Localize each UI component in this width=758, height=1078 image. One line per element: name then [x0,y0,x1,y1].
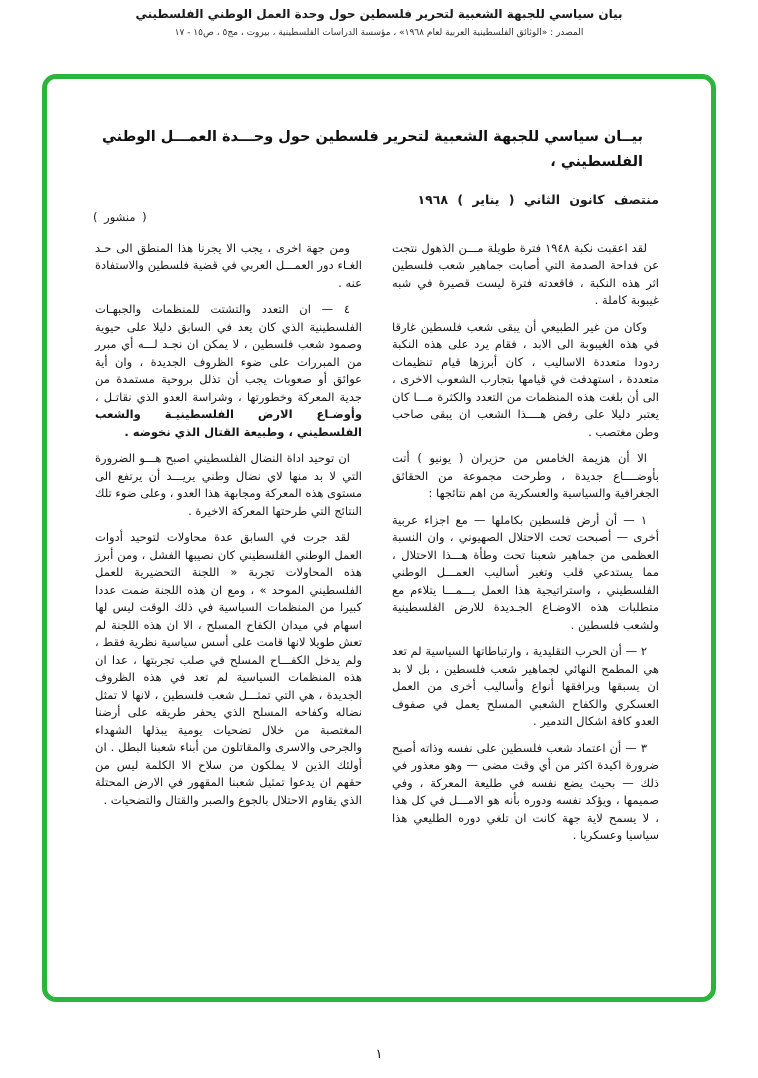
meta-row [93,192,659,224]
text-columns [93,240,659,854]
paragraph-left-4: لقد جرت في السابق عدة محاولات لتوحيد أدوات العمل الوطني الفلسطيني كان نصيبها الفشل ، ومن أبرز هذه المحاولات تجربة « اللجنة التحضيرية للعمل الفلسطيني الموحد » ، ومع ان هذه اللجنة ضمت عددا كبيرا من المنظمات السياسية في ذلك الوقت ليس لها اسهام في ميدان الكفاح المسلح ، الا ان هذه اللجنة لم تعش طويلا لانها قامت على أسس سياسية نظرية فقط ، ولم يدخل الكفـــاح المسلح في صلب تجربتها ، عدا ان هذه المنظمات السياسية لم تعد في هذه الظروف الجديدة ، هي التي تمثـــل شعب فلسطين ، لانها لا تمثل نضاله وكفاحه المسلح الذي يحفر طريقه على أرضنا المغتصبة من خلال تضحيات يومية يبذلها الشهداء والجرحى والاسرى والمقاتلون من أبناء شعبنا البطل . ان أولئك الذين لا يملكون من سلاح الا الكلمة ليس من حقهم ان يدعوا تمثيل شعبنا المقهور في الارض المحتلة الذي يقاوم الاحتلال بالجوع والصبر والقتال والتضحيات . [95,530,362,807]
paragraph-right-1: لقد اعقبت نكبة ١٩٤٨ فترة طويلة مـــن الذهول نتجت عن فداحة الصدمة التي أصابت جماهير شعب فلسطين اثر هذه النكبة ، فاقعدته فترة ليست قصيرة في شبه غيبوبة كاملة . [392,240,659,308]
document-title [93,125,659,176]
document-date: منتصف كانون الثاني ( يناير ) ١٩٦٨ [417,191,659,207]
document-title-line2: الفلسطيني ، [550,154,643,171]
published-label: ( منشور ) [93,209,147,224]
paragraph-right-6: ٣ — أن اعتماد شعب فلسطين على نفسه وذاته أصبح ضرورة اكيدة اكثر من أي وقت مضى — وهو معذور في ذلك — بحيث يضع نفسه في طليعة المعركة ، وفي صميمها ، ويؤكد نفسه ودوره بأنه هو الامـــل في كل هذا ، لا يسمح لاية جهة كانت ان تلغي دوره الطليعي هذا سياسيا وعسكريا . [392,740,659,843]
paragraph-right-5: ٢ — أن الحرب التقليدية ، وارتباطاتها السياسية لم تعد هي المطمح النهائي لجماهير شعب فلسطين ، بل لا بد ان يسبقها ويرافقها أنواع وأساليب أخرى من العمل العسكري والكفاح الشعبي المسلح يعمل في صفوف العدو كافة اشكال التدمير . [392,644,659,729]
header-title: بيان سياسي للجبهة الشعبية لتحرير فلسطين حول وحدة العمل الوطني الفلسطيني [135,7,623,21]
paragraph-right-2: وكان من غير الطبيعي أن يبقى شعب فلسطين غارقا في هذه الغيبوبة الى الابد ، فقام يرد على هذه النكبة ردودا متعددة الاساليب ، كان أبرزها قيام تنظيمات متعددة ، استهدفت في قيامها بتجارب الشعوب الاخرى ، الى أن بلغت هذه المنظمات من التعدد والكثرة مـــا كان يعتبر دليلا على رفض هــــذا الشعب ان يبقى صاحب وطن مغتصب . [392,319,659,439]
document-frame [42,74,716,1002]
document-title-line1: بيــان سياسي للجبهة الشعبية لتحرير فلسطين حول وحـــدة العمـــل الوطني [102,129,643,145]
page-number: ١ [375,1047,383,1062]
paragraph-right-3: الا أن هزيمة الخامس من حزيران ( يونيو ) أتت بأوضــــاع جديدة ، وطرحت مجموعة من الحقائق الجغرافية والسياسية والعسكرية من اهم نتائجها : [392,451,659,501]
paragraph-left-1: ومن جهة اخرى ، يجب الا يجرنا هذا المنطق الى حـد الغـاء دور العمـــل العربي في قضية فلسطين والاستفادة عنه . [95,240,362,290]
document-body [47,79,711,884]
column-left [95,240,362,854]
paragraph-left-2-normal: ٤ — ان التعدد والتشتت للمنظمات والجبهـات الفلسطينية الذي كان يعد في السابق دليلا على حيوية وصمود شعب فلسطين ، لا يمكن ان نجـد لـــه أي مبرر من المبررات على ضوء الظروف الجديدة ، وان أية عوائق أو صعوبات يجب أن تذلل بروحية مستمدة من جدية المعركة وخطورتها ، وشراسة العدو الذي نقاتـل ، [95,302,362,404]
paragraph-left-3: ان توحيد اداة النضال الفلسطيني اصبح هـــو الضرورة التي لا بد منها لاي نضال وطني يريـــد أن يرتفع الى مستوى هذه المعركة ومجابهة هذا العدو ، وعلى ضوء تلك النتائج التي طرحتها المعركة الاخيرة . [95,451,362,518]
paragraph-right-4: ١ — أن أرض فلسطين بكاملها — مع اجزاء عربية أخرى — أصبحت تحت الاحتلال الصهيوني ، وان النسبة العظمى من جماهير شعبنا تحت وطأة هـــذا الاحتلال ، مما يستدعي قلب وتغير أساليب العمـــل الوطني الفلسطيني ، واستراتيجية هذا العمل بـــمـــا يتلاءم مع متطلبات هذه الاوضـاع الجـديدة للارض الفلسطينية ولشعب فلسطين . [392,512,659,632]
page-header [0,0,758,38]
column-right [392,240,659,854]
paragraph-left-2 [95,301,362,441]
paragraph-left-2-bold: وأوضـاع الارض الفلسطينيـة والشعب الفلسطيني ، وطبيعة القتال الذي نخوضه . [95,407,362,439]
header-source: المصدر : «الوثائق الفلسطينية العربية لعام ١٩٦٨» ، مؤسسة الدراسات الفلسطينية ، بيروت ، مج٥ ، ص١٥ - ١٧ [174,28,584,38]
